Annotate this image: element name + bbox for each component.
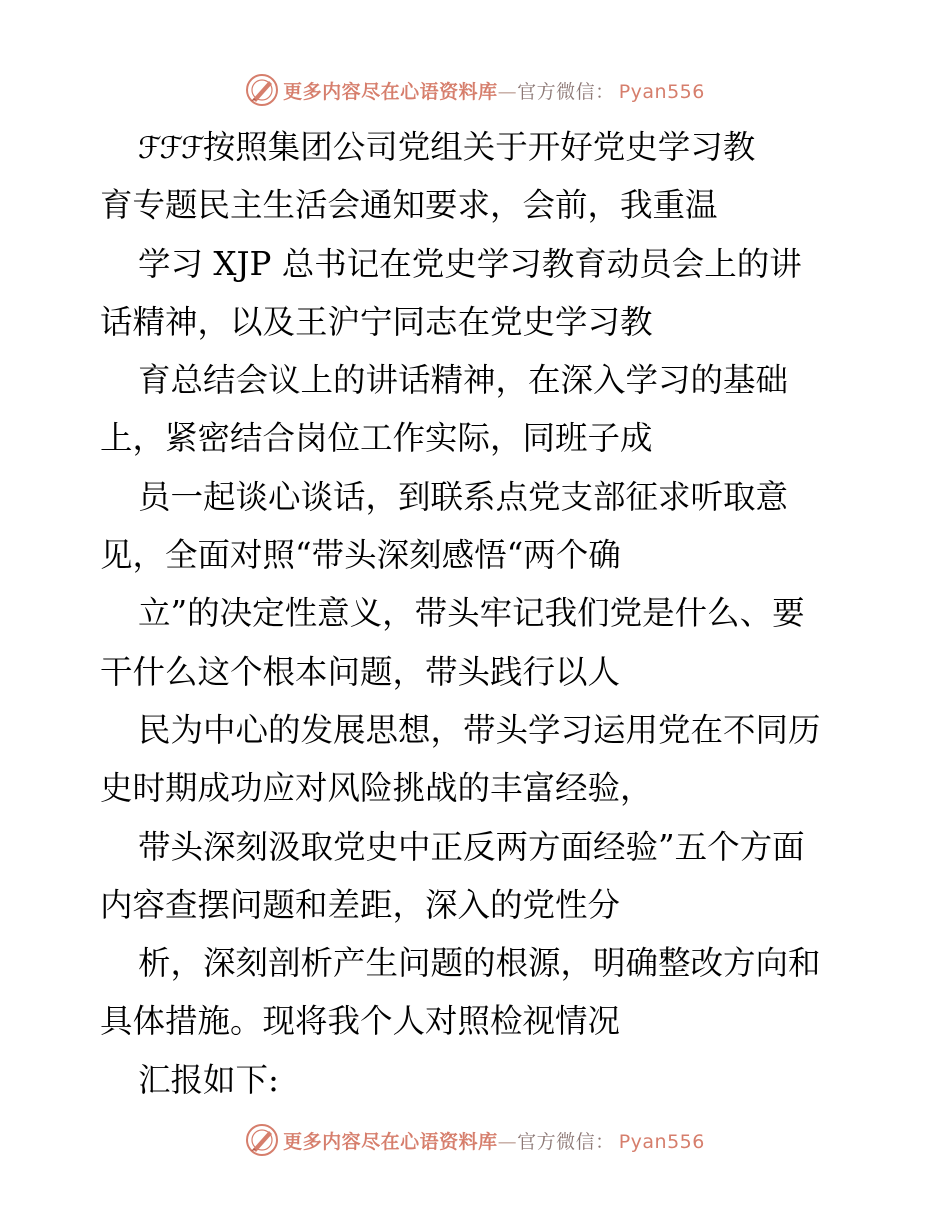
banner-wechat-label: 官方微信： (517, 80, 615, 103)
banner-main-text: 更多内容尽在心语资料库 (283, 80, 498, 103)
logo-icon (245, 73, 279, 107)
paragraph-line: 育专题民主生活会通知要求，会前，我重温 (100, 186, 718, 225)
header-banner (0, 68, 950, 112)
paragraph-line: 析，深刻剖析产生问题的根源，明确整改方向和 (138, 944, 821, 983)
paragraph-line: 内容查摆问题和差距，深入的党性分 (100, 885, 621, 924)
banner-wechat-id: Pyan556 (618, 1130, 705, 1153)
banner-separator: — (497, 1130, 518, 1153)
footer-banner (0, 1118, 950, 1162)
paragraph-line: 上，紧密结合岗位工作实际，同班子成 (100, 419, 653, 458)
document-body (100, 118, 860, 1109)
paragraph-line: 带头深刻汲取党史中正反两方面经验”五个方面 (138, 827, 805, 866)
paragraph-line: 民为中心的发展思想，带头学习运用党在不同历 (138, 710, 821, 749)
logo-icon (245, 1123, 279, 1157)
paragraph-line: 立”的决定性意义，带头牢记我们党是什么、要 (138, 594, 805, 633)
paragraph-line: 员一起谈心谈话，到联系点党支部征求听取意 (138, 477, 789, 516)
line-text: 按照集团公司党组关于开好党史学习教 (202, 128, 756, 166)
banner-wechat-label: 官方微信： (517, 1130, 615, 1153)
decorative-mark: ℱℱℱ (138, 131, 203, 166)
paragraph-line: 史时期成功应对风险挑战的丰富经验， (100, 769, 653, 808)
paragraph-line: 话精神，以及王沪宁同志在党史学习教 (100, 302, 653, 341)
paragraph-line: 汇报如下: (138, 1060, 279, 1099)
paragraph-line (100, 118, 860, 176)
banner-main-text: 更多内容尽在心语资料库 (283, 1130, 498, 1153)
paragraph-line: 干什么这个根本问题，带头践行以人 (100, 652, 621, 691)
paragraph-line: 具体措施。现将我个人对照检视情况 (100, 1002, 621, 1041)
paragraph-line: 学习 XJP 总书记在党史学习教育动员会上的讲 (138, 244, 802, 283)
paragraph-line: 见，全面对照“带头深刻感悟“两个确 (100, 536, 621, 575)
paragraph-line: 育总结会议上的讲话精神，在深入学习的基础 (138, 361, 789, 400)
banner-wechat-id: Pyan556 (618, 80, 705, 103)
banner-separator: — (497, 80, 518, 103)
